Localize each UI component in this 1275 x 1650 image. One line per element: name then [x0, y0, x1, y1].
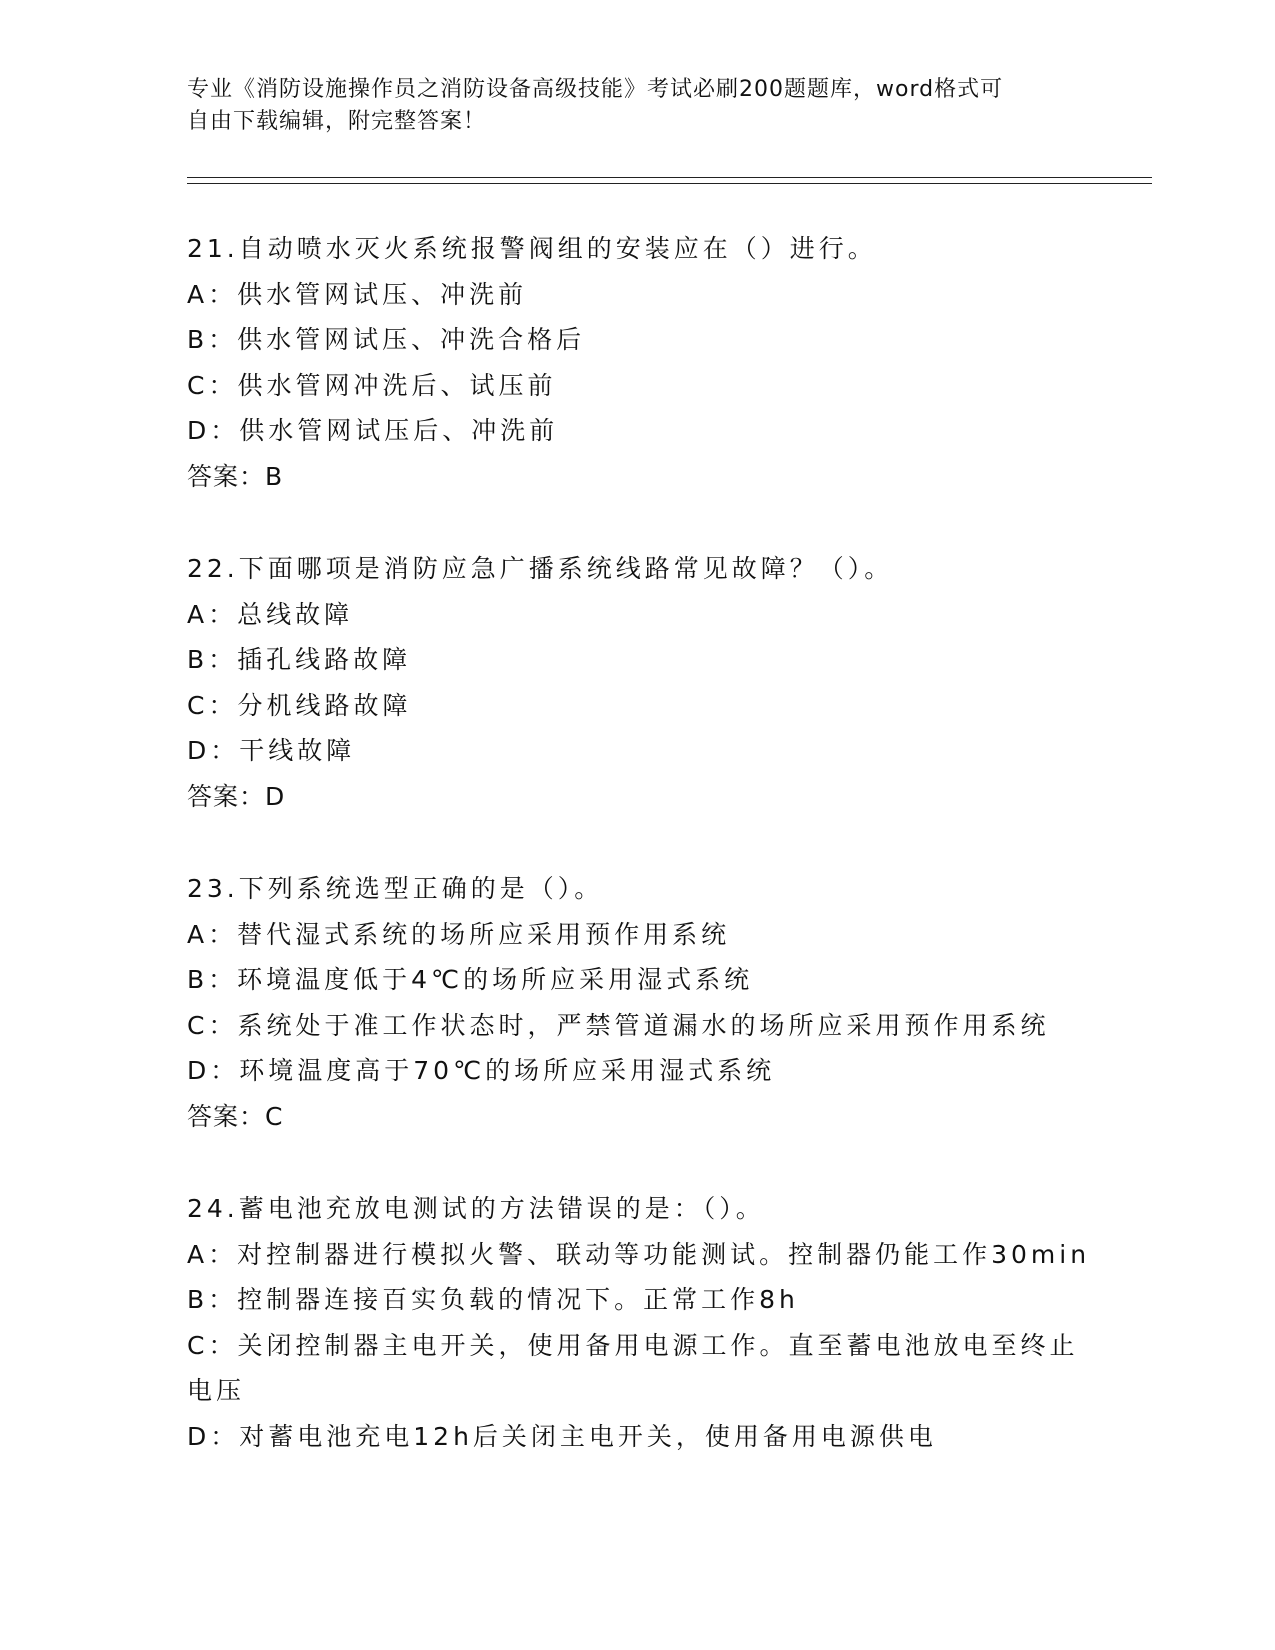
- option-a: A：供水管网试压、冲洗前: [187, 279, 528, 309]
- option-a: A：替代湿式系统的场所应采用预作用系统: [187, 919, 731, 949]
- question-stem: 24.蓄电池充放电测试的方法错误的是：（）。: [187, 1194, 765, 1223]
- option-c: C：分机线路故障: [187, 690, 412, 720]
- question-stem: 21.自动喷水灭火系统报警阀组的安装应在（）进行。: [187, 234, 877, 263]
- option-b: B：环境温度低于4℃的场所应采用湿式系统: [187, 965, 754, 994]
- option-b: B：控制器连接百实负载的情况下。正常工作8h: [187, 1285, 799, 1314]
- option-b: B：插孔线路故障: [187, 645, 412, 674]
- option-d: D：供水管网试压后、冲洗前: [187, 416, 559, 445]
- question-21: [187, 226, 1087, 499]
- question-stem: 23.下列系统选型正确的是（）。: [187, 874, 604, 903]
- option-c: C：供水管网冲洗后、试压前: [187, 370, 557, 400]
- option-a: A：对控制器进行模拟火警、联动等功能测试。控制器仍能工作30min: [187, 1239, 1091, 1269]
- option-d: D：对蓄电池充电12h后关闭主电开关，使用备用电源供电: [187, 1421, 937, 1451]
- header-line-2: 自由下载编辑，附完整答案！: [187, 109, 487, 134]
- option-d: D：干线故障: [187, 736, 356, 765]
- document-header: [187, 74, 1087, 138]
- question-22: [187, 546, 1087, 819]
- header-divider: [187, 177, 1152, 184]
- option-c: C：关闭控制器主电开关，使用备用电源工作。直至蓄电池放电至终止: [187, 1330, 1079, 1360]
- option-c-continued: 电压: [187, 1376, 246, 1405]
- option-c: C：系统处于准工作状态时，严禁管道漏水的场所应采用预作用系统: [187, 1010, 1050, 1040]
- option-b: B：供水管网试压、冲洗合格后: [187, 325, 586, 354]
- question-stem: 22.下面哪项是消防应急广播系统线路常见故障？（）。: [187, 554, 894, 583]
- question-23: [187, 866, 1087, 1139]
- answer: 答案：C: [187, 1101, 284, 1131]
- header-line-1: 专业《消防设施操作员之消防设备高级技能》考试必刷200题题库，word格式可: [187, 77, 1004, 102]
- question-24: [187, 1186, 1091, 1459]
- option-a: A：总线故障: [187, 599, 354, 629]
- answer: 答案：B: [187, 461, 284, 491]
- option-d: D：环境温度高于70℃的场所应采用湿式系统: [187, 1056, 776, 1085]
- answer: 答案：D: [187, 781, 286, 811]
